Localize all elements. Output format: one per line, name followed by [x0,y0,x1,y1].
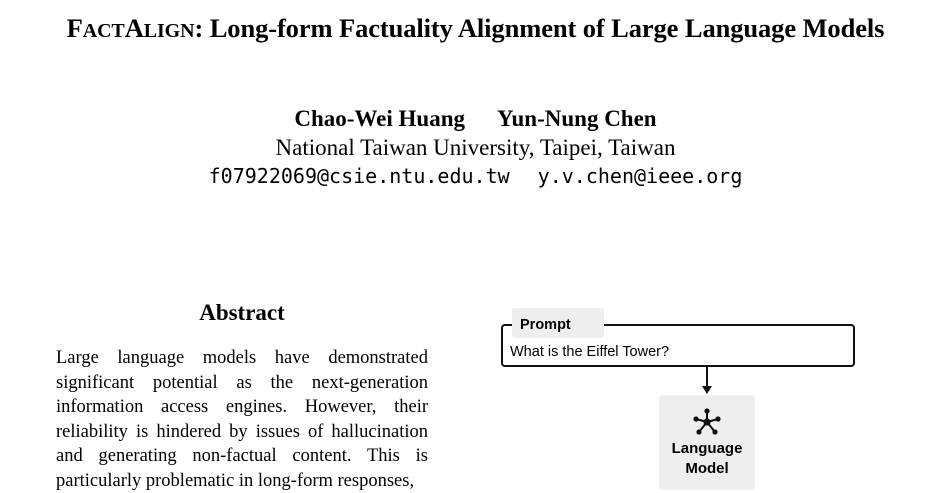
figure-prompt-label: Prompt [512,308,604,338]
author-name: Yun-Nung Chen [497,106,657,131]
email-list [0,164,951,188]
title-text: : Long-form Factuality Alignment of Large Language Models [194,13,885,43]
figure-language-model-label [659,439,755,479]
figure-language-model-line: Model [685,460,729,477]
title-smallcaps-a: A [124,13,144,43]
affiliation: National Taiwan University, Taipei, Taiwan [275,135,676,160]
figure-prompt-text: What is the Eiffel Tower? [510,344,670,360]
author-email: f07922069@csie.ntu.edu.tw [208,164,510,188]
paper-title [0,13,951,44]
arrow-down-icon [697,367,717,395]
title-smallcaps-lign: LIGN [143,20,195,42]
network-icon [692,407,722,437]
author-email: y.v.chen@ieee.org [537,164,743,188]
abstract-heading: Abstract [199,300,285,325]
author-list [0,106,951,132]
figure-language-model-line: Language [671,440,743,457]
title-smallcaps-act: ACT [82,20,125,42]
title-smallcaps-f: F [66,13,83,43]
abstract-text: Large language models have demonstrated significant potential as the next-generation information access engines. However, their reliability is hindered by issues of hallucination and generating non-factual content. This is particularly problematic in long-form responses, [56,348,428,491]
author-name: Chao-Wei Huang [294,106,466,131]
